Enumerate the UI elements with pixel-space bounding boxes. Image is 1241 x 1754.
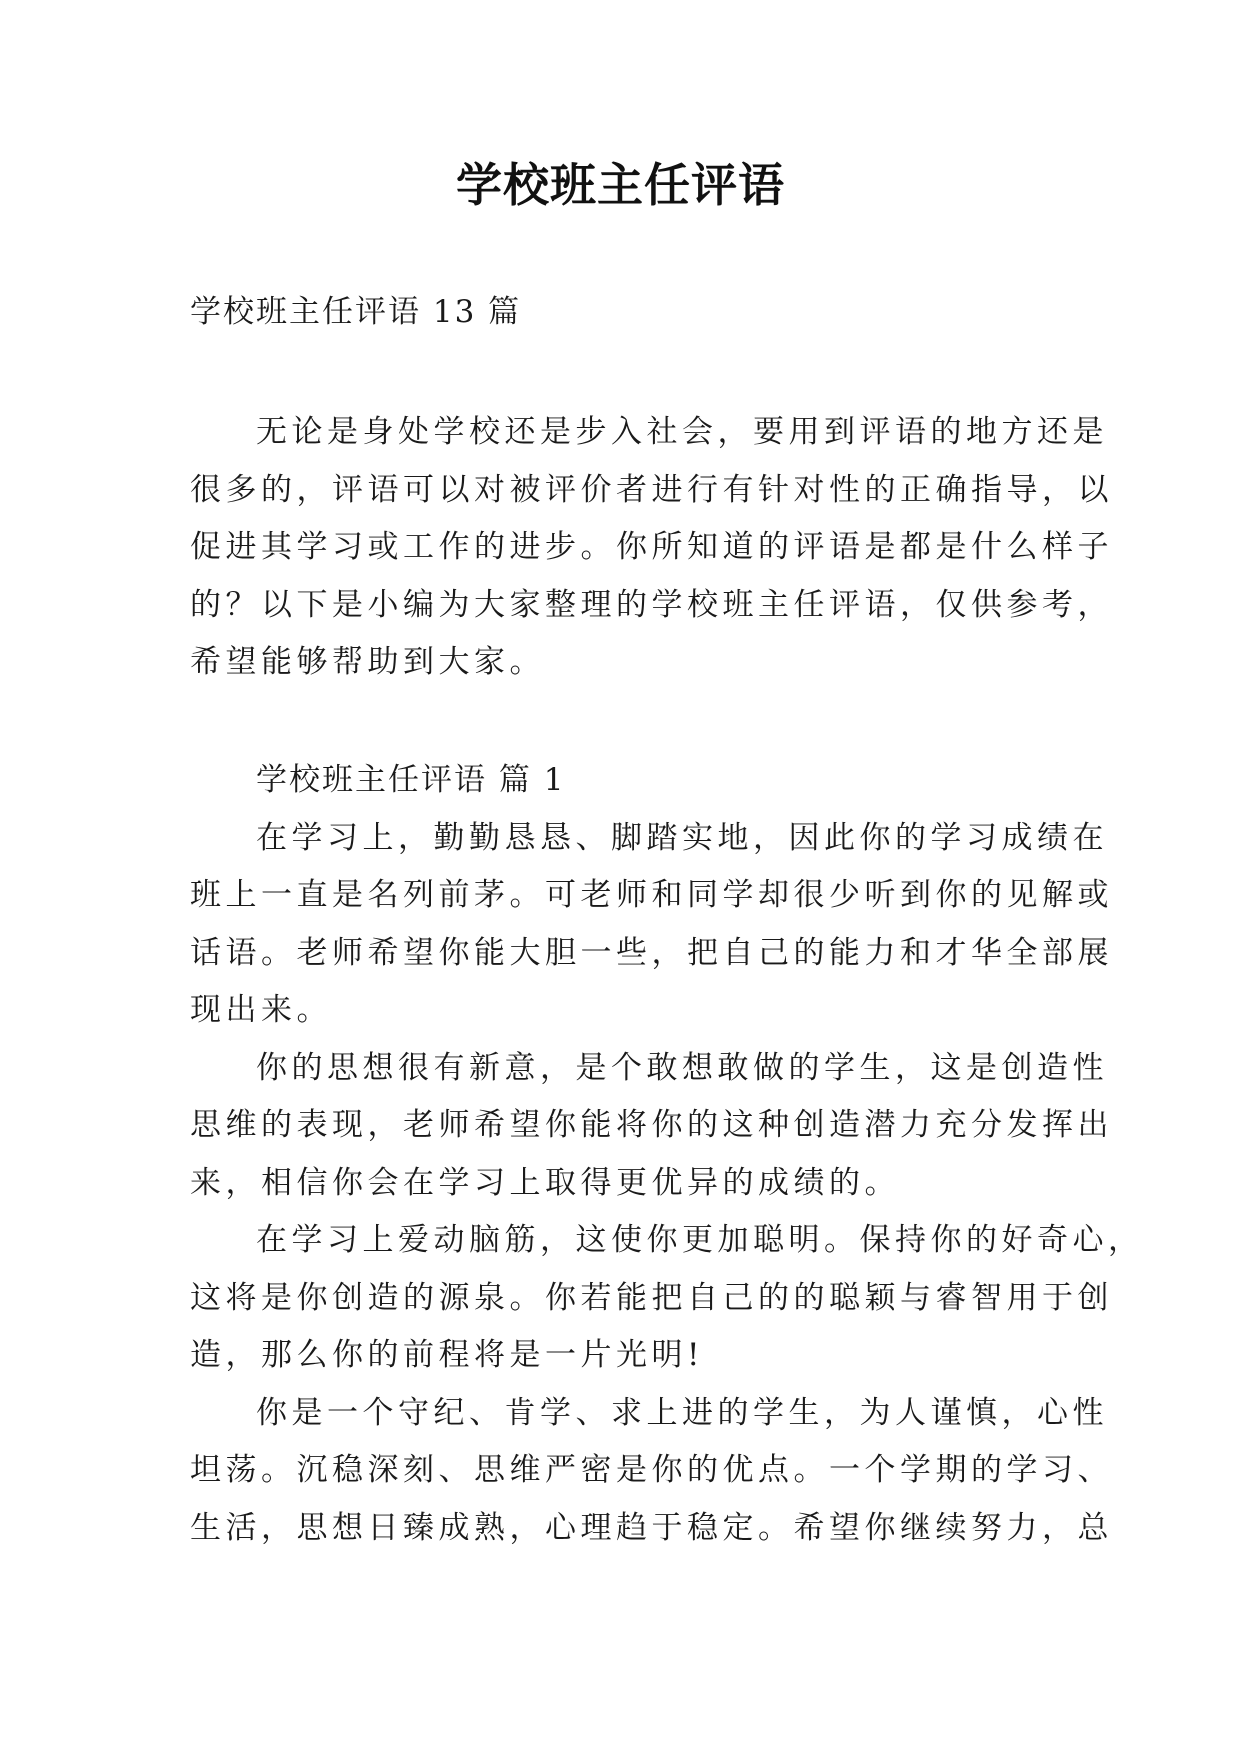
paragraph-line: 现出来。 bbox=[190, 992, 332, 1028]
intro-line: 促进其学习或工作的进步。你所知道的评语是都是什么样子 bbox=[190, 529, 1113, 565]
section-heading: 学校班主任评语 篇 1 bbox=[256, 762, 566, 798]
paragraph-line: 坦荡。沉稳深刻、思维严密是你的优点。一个学期的学习、 bbox=[190, 1452, 1113, 1488]
paragraph-line: 造，那么你的前程将是一片光明! bbox=[190, 1337, 704, 1373]
paragraph-line: 在学习上爱动脑筋，这使你更加聪明。保持你的好奇心， bbox=[256, 1222, 1144, 1258]
section-1 bbox=[190, 752, 1144, 1557]
paragraph-line: 话语。老师希望你能大胆一些，把自己的能力和才华全部展 bbox=[190, 934, 1113, 971]
paragraph-line: 在学习上，勤勤恳恳、脚踏实地，因此你的学习成绩在 bbox=[256, 819, 1108, 856]
intro-line: 的？以下是小编为大家整理的学校班主任评语，仅供参考， bbox=[190, 586, 1113, 623]
intro-line: 很多的，评语可以对被评价者进行有针对性的正确指导，以 bbox=[190, 471, 1113, 508]
intro-line: 希望能够帮助到大家。 bbox=[190, 644, 545, 680]
paragraph-line: 班上一直是名列前茅。可老师和同学却很少听到你的见解或 bbox=[190, 877, 1113, 913]
paragraph-line: 生活，思想日臻成熟，心理趋于稳定。希望你继续努力，总 bbox=[190, 1509, 1113, 1546]
intro-paragraph bbox=[190, 404, 1113, 692]
paragraph-line: 你的思想很有新意，是个敢想敢做的学生，这是创造性 bbox=[256, 1049, 1108, 1086]
paragraph-line: 来，相信你会在学习上取得更优异的成绩的。 bbox=[190, 1164, 900, 1201]
intro-line: 无论是身处学校还是步入社会，要用到评语的地方还是 bbox=[256, 414, 1108, 450]
paragraph-line: 这将是你创造的源泉。你若能把自己的的聪颖与睿智用于创 bbox=[190, 1279, 1113, 1316]
document-subtitle: 学校班主任评语 13 篇 bbox=[190, 294, 522, 330]
paragraph-line: 思维的表现，老师希望你能将你的这种创造潜力充分发挥出 bbox=[190, 1107, 1113, 1143]
paragraph-line: 你是一个守纪、肯学、求上进的学生，为人谨慎，心性 bbox=[256, 1394, 1108, 1431]
document-title: 学校班主任评语 bbox=[456, 158, 785, 212]
